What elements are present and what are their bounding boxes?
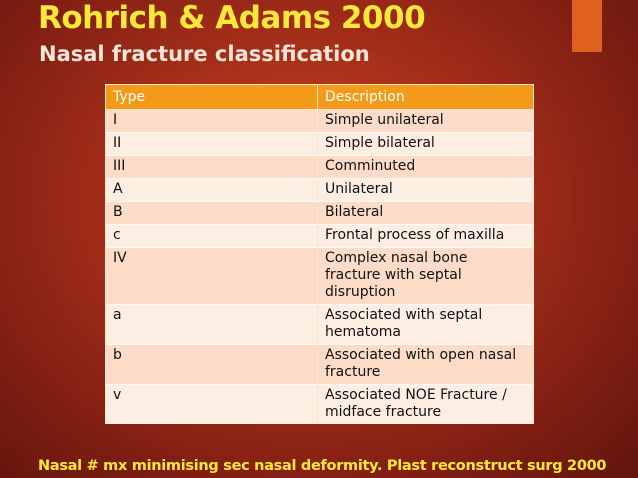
description-cell: Bilateral: [318, 202, 534, 225]
type-cell: c: [106, 225, 318, 248]
table-row: [106, 202, 534, 225]
table-row: [106, 345, 534, 385]
type-cell: b: [106, 345, 318, 385]
table-row: [106, 133, 534, 156]
description-cell: Associated NOE Fracture / midface fracture: [318, 385, 534, 425]
description-cell: Complex nasal bone fracture with septal disruption: [318, 248, 534, 305]
type-cell: B: [106, 202, 318, 225]
slide-title: Rohrich & Adams 2000: [38, 0, 426, 36]
accent-bar: [572, 0, 602, 52]
table-header-row: [106, 85, 534, 110]
table-row: [106, 248, 534, 305]
description-cell: Comminuted: [318, 156, 534, 179]
description-cell: Frontal process of maxilla: [318, 225, 534, 248]
description-cell: Associated with septal hematoma: [318, 305, 534, 345]
type-cell: I: [106, 110, 318, 133]
type-cell: A: [106, 179, 318, 202]
description-cell: Simple bilateral: [318, 133, 534, 156]
description-cell: Simple unilateral: [318, 110, 534, 133]
header-description: Description: [318, 85, 534, 110]
header-type: Type: [106, 85, 318, 110]
slide-subtitle: Nasal fracture classification: [39, 42, 370, 66]
classification-table: [105, 84, 534, 424]
description-cell: Unilateral: [318, 179, 534, 202]
table-row: [106, 110, 534, 133]
table-row: [106, 305, 534, 345]
type-cell: III: [106, 156, 318, 179]
type-cell: II: [106, 133, 318, 156]
table-row: [106, 225, 534, 248]
type-cell: v: [106, 385, 318, 425]
table-row: [106, 156, 534, 179]
table-row: [106, 385, 534, 425]
table-row: [106, 179, 534, 202]
type-cell: a: [106, 305, 318, 345]
type-cell: IV: [106, 248, 318, 305]
description-cell: Associated with open nasal fracture: [318, 345, 534, 385]
citation-footer: Nasal # mx minimising sec nasal deformity. Plast reconstruct surg 2000: [38, 458, 607, 474]
